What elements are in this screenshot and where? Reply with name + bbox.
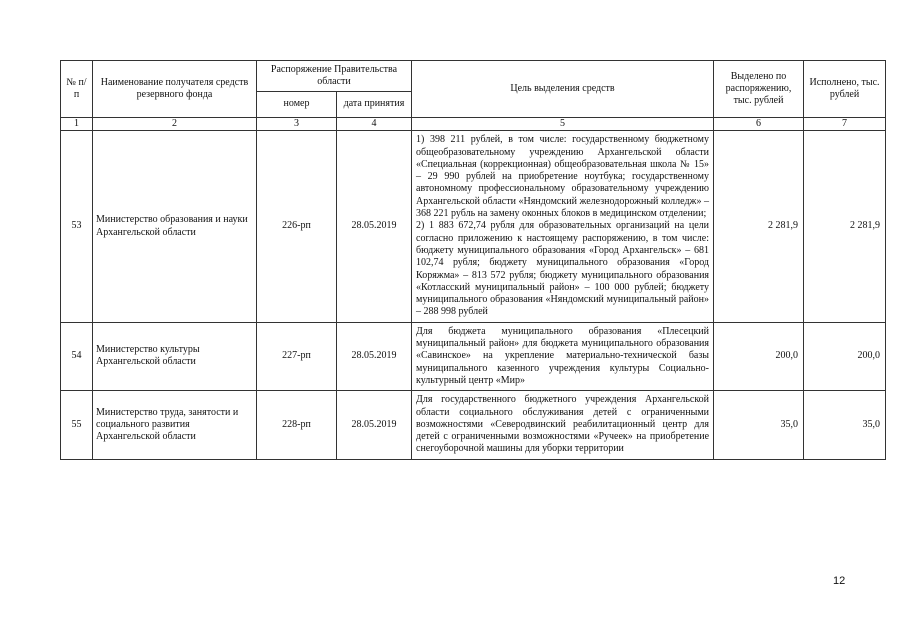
header-order-group: Распоряжение Правительства области: [257, 61, 412, 92]
row-allocated: 2 281,9: [714, 131, 804, 322]
table-row: [61, 391, 886, 459]
header-order-date: дата принятия: [337, 92, 412, 118]
row-executed: 35,0: [804, 391, 886, 459]
row-allocated: 200,0: [714, 322, 804, 390]
row-recipient: Министерство культуры Архангельской области: [93, 322, 257, 390]
row-order-date: 28.05.2019: [337, 131, 412, 322]
row-purpose: [412, 391, 714, 459]
column-number: 5: [412, 118, 714, 131]
column-number: 7: [804, 118, 886, 131]
row-purpose: [412, 322, 714, 390]
purpose-paragraph: 2) 1 883 672,74 рубля для образовательных организаций на цели согласно приложению к настоящему распоряжению, в том числе: бюджету муниципального образования «Город Архангельск» – 681 102,74 рубля; бюджету муниципального образования «Город Коряжма» – 813 572 рубля; бюджету муниципального образования «Котласский муниципальный район» – 100 000 рублей; бюджету муниципального образования «Няндомский муниципальный район» – 288 998 рублей: [416, 220, 710, 318]
table-row: [61, 322, 886, 390]
purpose-paragraph: 1) 398 211 рублей, в том числе: государственному бюджетному общеобразовательному учреждению Архангельской области «Специальная (коррекционная) общеобразовательная школа № 15» – 29 990 рублей на приобретение ноутбука; государственному автономному профессиональному образовательному учреждению Архангельской области «Няндомский железнодорожный колледж» – 368 221 рубль на замену оконных блоков в медицинском отделении;: [416, 134, 710, 220]
column-number: 3: [257, 118, 337, 131]
header-allocated: Выделено по распоряжению, тыс. рублей: [714, 61, 804, 118]
header-purpose: Цель выделения средств: [412, 61, 714, 118]
row-order-number: 227-рп: [257, 322, 337, 390]
column-number: 4: [337, 118, 412, 131]
header-order-number: номер: [257, 92, 337, 118]
table-row: [61, 131, 886, 322]
row-executed: 2 281,9: [804, 131, 886, 322]
purpose-paragraph: Для государственного бюджетного учреждения Архангельской области социального обслуживания детей с ограниченными возможностями «Северодвинский реабилитационный центр для детей с ограниченными возможностями «Ручеек» на приобретение снегоуборочной машины для уборки территории: [416, 394, 710, 455]
document-page: [60, 60, 885, 460]
page-number: 12: [833, 575, 846, 587]
row-recipient: Министерство образования и науки Архангельской области: [93, 131, 257, 322]
column-number-row: [61, 118, 886, 131]
row-num: 55: [61, 391, 93, 459]
row-order-number: 228-рп: [257, 391, 337, 459]
row-order-date: 28.05.2019: [337, 391, 412, 459]
header-recipient: Наименование получателя средств резервного фонда: [93, 61, 257, 118]
header-executed: Исполнено, тыс. рублей: [804, 61, 886, 118]
row-order-number: 226-рп: [257, 131, 337, 322]
row-recipient: Министерство труда, занятости и социального развития Архангельской области: [93, 391, 257, 459]
reserve-fund-table: [60, 60, 886, 460]
row-executed: 200,0: [804, 322, 886, 390]
column-number: 1: [61, 118, 93, 131]
column-number: 6: [714, 118, 804, 131]
row-purpose: [412, 131, 714, 322]
row-num: 54: [61, 322, 93, 390]
row-allocated: 35,0: [714, 391, 804, 459]
purpose-paragraph: Для бюджета муниципального образования «Плесецкий муниципальный район» для бюджета муниципального образования «Савинское» на укрепление материально-технической базы муниципального казенного учреждения культуры Социально-культурный центр «Мир»: [416, 325, 710, 386]
row-num: 53: [61, 131, 93, 322]
row-order-date: 28.05.2019: [337, 322, 412, 390]
column-number: 2: [93, 118, 257, 131]
header-num: № п/п: [61, 61, 93, 118]
